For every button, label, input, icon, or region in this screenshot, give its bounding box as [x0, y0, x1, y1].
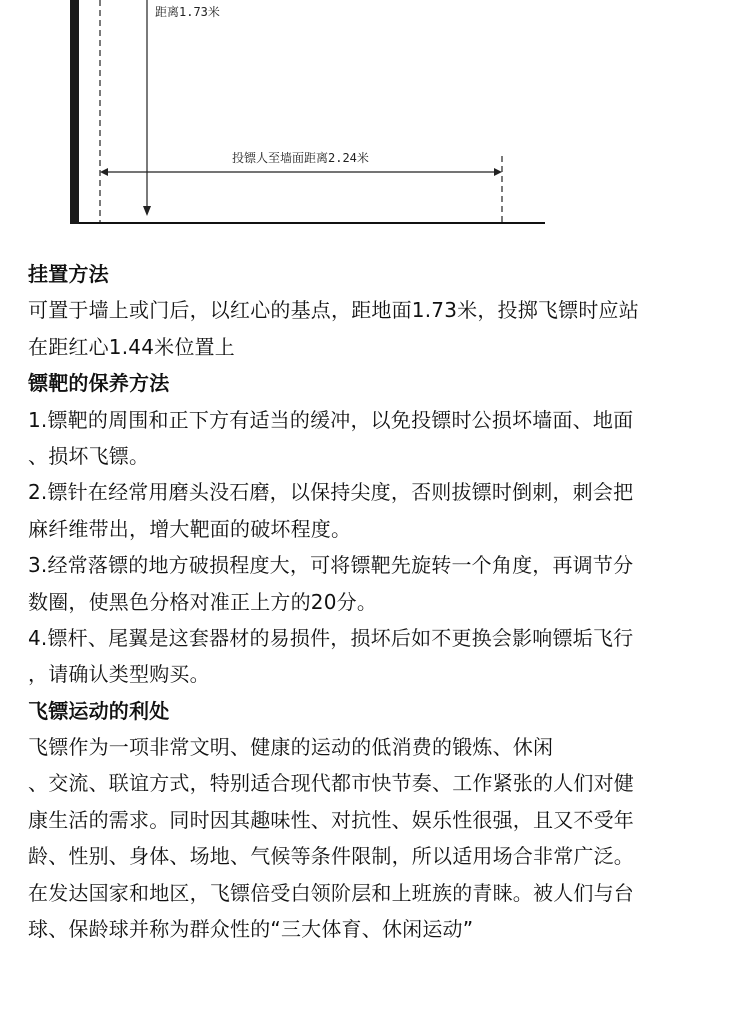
- paragraph-line: 龄、性别、身体、场地、气候等条件限制，所以适用场合非常广泛。: [28, 844, 634, 869]
- paragraph-line: 2.镖针在经常用磨头没石磨，以保持尖度，否则拔镖时倒刺，刺会把: [28, 480, 634, 505]
- paragraph-line: 4.镖杆、尾翼是这套器材的易损件，损坏后如不更换会影响镖垢飞行: [28, 625, 634, 650]
- paragraph-line: 1.镖靶的周围和正下方有适当的缓冲，以免投镖时公损坏墙面、地面: [28, 407, 634, 432]
- throw-label: 投镖人至墙面距离2.24米: [232, 151, 369, 165]
- dartboard-placement-diagram: [0, 0, 750, 235]
- paragraph-line: 球、保龄球并称为群众性的“三大体育、休闲运动”: [28, 917, 474, 942]
- throw-arrow-right: [494, 168, 502, 176]
- heading-maintenance: 镖靶的保养方法: [28, 371, 170, 396]
- paragraph-line: 麻纤维带出，增大靶面的破坏程度。: [28, 516, 352, 541]
- heading-benefits: 飞镖运动的利处: [28, 698, 170, 723]
- paragraph-line: 、损坏飞镖。: [28, 443, 150, 468]
- paragraph-line: ，请确认类型购买。: [28, 662, 210, 687]
- wall: [70, 0, 79, 224]
- height-label: 距离1.73米: [155, 5, 220, 19]
- paragraph-line: 、交流、联谊方式，特别适合现代都市快节奏、工作紧张的人们对健: [28, 771, 634, 796]
- paragraph-line: 在距红心1.44米位置上: [28, 334, 235, 359]
- paragraph-line: 3.经常落镖的地方破损程度大，可将镖靶先旋转一个角度，再调节分: [28, 553, 634, 578]
- text-content: [28, 256, 746, 947]
- paragraph-line: 数圈，使黑色分格对准正上方的20分。: [28, 589, 378, 614]
- paragraph-line: 可置于墙上或门后，以红心的基点，距地面1.73米，投掷飞镖时应站: [28, 298, 639, 323]
- height-arrow-head: [143, 206, 151, 216]
- throw-arrow-left: [100, 168, 108, 176]
- heading-hanging-method: 挂置方法: [28, 262, 109, 286]
- paragraph-line: 在发达国家和地区，飞镖倍受白领阶层和上班族的青睐。被人们与台: [28, 880, 634, 905]
- paragraph-line: 康生活的需求。同时因其趣味性、对抗性、娱乐性很强，且又不受年: [28, 807, 634, 832]
- paragraph-line: 飞镖作为一项非常文明、健康的运动的低消费的锻炼、休闲: [28, 735, 554, 760]
